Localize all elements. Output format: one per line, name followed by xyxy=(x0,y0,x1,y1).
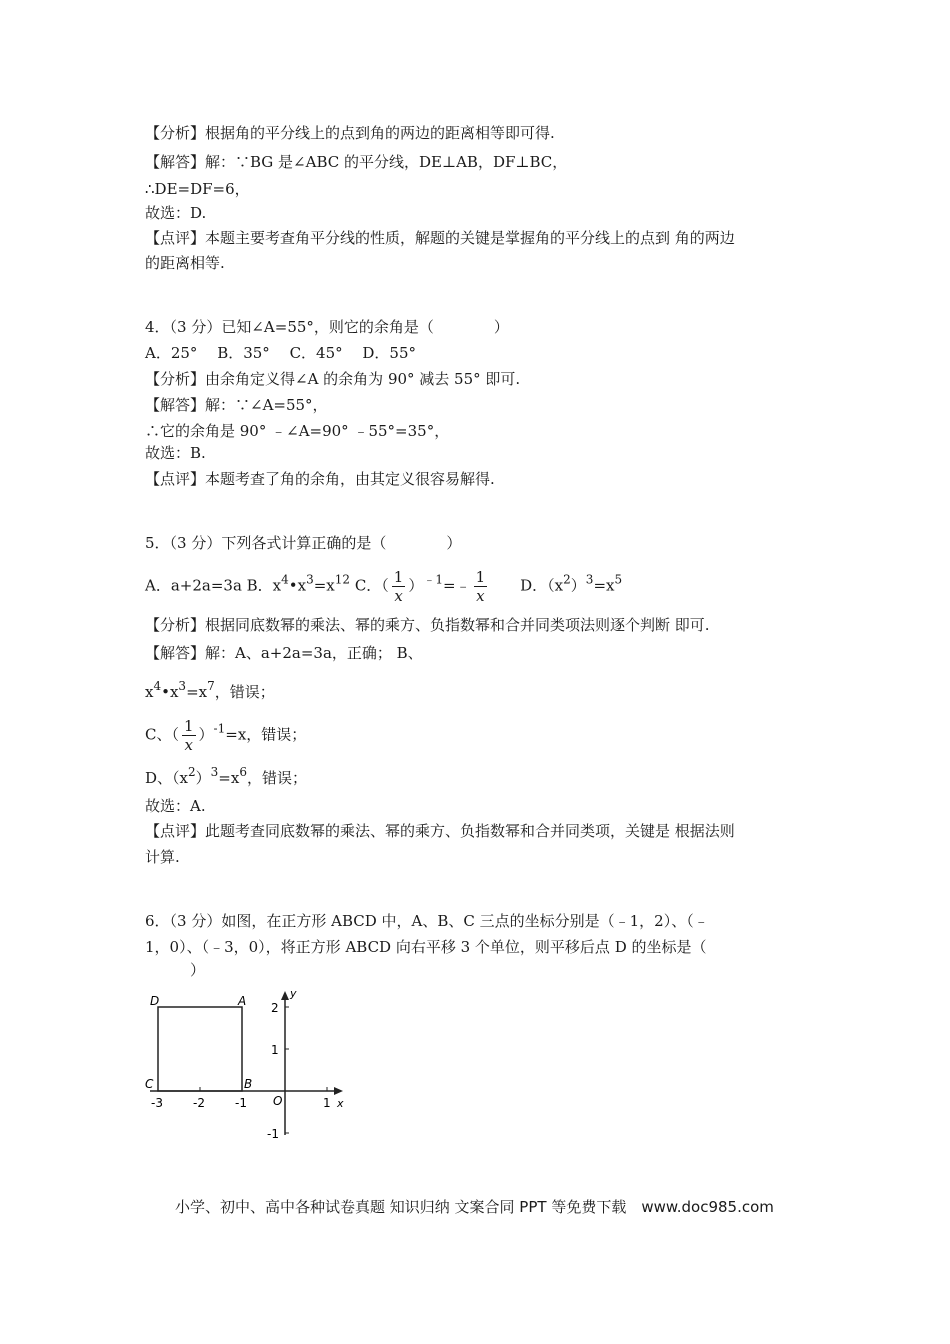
q4-analysis: 【分析】由余角定义得∠A 的余角为 90° 减去 55° 即可. xyxy=(145,370,521,388)
q5-line-c: C、（ $\frac{1}{x}$ ）$^{-1}$=x，错误； xyxy=(145,717,307,754)
text: =﹣ xyxy=(443,576,471,595)
x-tick-label: -2 xyxy=(193,1096,205,1110)
q3-comment-1: 【点评】本题主要考查角平分线的性质，解题的关键是掌握角的平分线上的点到 角的两边 xyxy=(145,229,735,247)
q6-stem-2: 1，0）、（﹣3，0），将正方形 ABCD 向右平移 3 个单位，则平移后点 D 的坐标是（ xyxy=(145,938,707,956)
text: ） xyxy=(570,576,586,595)
text: =x xyxy=(186,683,208,701)
text: =x，错误； xyxy=(225,725,307,744)
label-b: B xyxy=(244,1077,253,1091)
exponent: 2 xyxy=(563,572,571,587)
label-origin: O xyxy=(273,1094,283,1108)
square-abcd xyxy=(158,1007,242,1091)
text: =x xyxy=(593,576,615,595)
y-axis-label: y xyxy=(290,987,297,1000)
q6-stem-1: 6．（3 分）如图，在正方形 ABCD 中，A、B、C 三点的坐标分别是（﹣1，2）、（﹣ xyxy=(145,912,709,930)
text: x xyxy=(145,683,154,701)
q4-stem: 4．（3 分）已知∠A=55°，则它的余角是（ ） xyxy=(145,318,509,336)
text: •x xyxy=(161,683,179,701)
exponent: 6 xyxy=(239,765,247,779)
q6-stem-3: ） xyxy=(145,961,206,979)
q4-answer: 【解答】解：∵∠A=55°， xyxy=(145,396,328,414)
exponent: 3 xyxy=(210,765,219,779)
q5-answer: 【解答】解：A、a+2a=3a，正确； B、 xyxy=(145,644,423,662)
q4-options: A．25° B．35° C．45° D．55° xyxy=(145,344,417,362)
q3-choose: 故选：D. xyxy=(145,204,207,222)
q5-comment-2: 计算. xyxy=(145,848,180,866)
y-tick-label: 2 xyxy=(271,1001,279,1015)
y-tick-label: 1 xyxy=(271,1043,279,1057)
text: C、（ xyxy=(145,725,179,744)
q5-choose: 故选：A. xyxy=(145,797,206,815)
text: •x xyxy=(288,576,307,595)
q5-line-d xyxy=(145,765,307,788)
exponent: 4 xyxy=(281,572,289,587)
fraction: $\frac{1}{x}$ xyxy=(393,568,404,605)
x-axis-arrow xyxy=(334,1087,343,1095)
q3-comment-2: 的距离相等. xyxy=(145,254,225,272)
q5-line-b xyxy=(145,679,275,702)
text: ，错误； xyxy=(214,683,275,701)
x-tick-label: -3 xyxy=(151,1096,163,1110)
x-axis-label: x xyxy=(337,1097,344,1110)
coordinate-figure xyxy=(140,985,360,1145)
exponent: 2 xyxy=(188,765,196,779)
x-tick-label: 1 xyxy=(323,1096,331,1110)
text: =x xyxy=(313,576,335,595)
text: ，错误； xyxy=(246,769,307,787)
x-tick-label: -1 xyxy=(235,1096,247,1110)
q3-analysis: 【分析】根据角的平分线上的点到角的两边的距离相等即可得. xyxy=(145,124,555,142)
q5-opt-a: A．a+2a=3a B．x xyxy=(145,576,282,595)
exponent: 3 xyxy=(585,572,594,587)
q3-answer: 【解答】解：∵BG 是∠ABC 的平分线，DE⊥AB，DF⊥BC， xyxy=(145,153,568,171)
q5-analysis: 【分析】根据同底数幂的乘法、幂的乘方、负指数幂和合并同类项法则逐个判断 即可. xyxy=(145,616,710,634)
label-c: C xyxy=(145,1077,154,1091)
exponent: -1 xyxy=(213,721,226,736)
y-tick-label: -1 xyxy=(267,1127,279,1141)
text: ） xyxy=(195,769,211,787)
fraction: $\frac{1}{x}$ xyxy=(183,717,194,754)
q4-comment: 【点评】本题考查了角的余角，由其定义很容易解得. xyxy=(145,470,495,488)
footer: 小学、初中、高中各种试卷真题 知识归纳 文案合同 PPT 等免费下载 www.doc985.com xyxy=(175,1198,774,1216)
q5-opt-d: D．（x xyxy=(520,576,564,595)
fraction: $\frac{1}{x}$ xyxy=(475,568,486,605)
q5-options: A．a+2a=3a B．$x^4•x^3=x^{12}$ C．（ $\frac{1}{x}$ ）$^{﹣1}$=﹣ $\frac{1}{x}$ D．$(x^2)^3=x^5$ xyxy=(145,568,623,605)
q5-comment-1: 【点评】此题考查同底数幂的乘法、幂的乘方、负指数幂和合并同类项，关键是 根据法则 xyxy=(145,822,735,840)
y-axis-arrow xyxy=(281,991,289,1000)
q4-choose: 故选：B. xyxy=(145,444,206,462)
exponent: 4 xyxy=(153,679,162,693)
exponent: ﹣1 xyxy=(423,572,443,587)
label-a: A xyxy=(238,994,247,1008)
q5-opt-c: C．（ xyxy=(350,576,389,595)
exponent: 12 xyxy=(334,572,351,587)
q5-stem: 5．（3 分）下列各式计算正确的是（ ） xyxy=(145,534,462,552)
q3-answer-2: ∴DE=DF=6， xyxy=(145,180,250,198)
label-d: D xyxy=(150,994,160,1008)
exponent: 3 xyxy=(178,679,187,693)
exponent: 3 xyxy=(306,572,314,587)
text: =x xyxy=(218,769,240,787)
exponent: 5 xyxy=(614,572,623,587)
text: D、（x xyxy=(145,769,188,787)
exponent: 7 xyxy=(207,679,215,693)
q4-answer-2: ∴它的余角是 90° ﹣∠A=90° ﹣55°=35°， xyxy=(145,422,450,440)
